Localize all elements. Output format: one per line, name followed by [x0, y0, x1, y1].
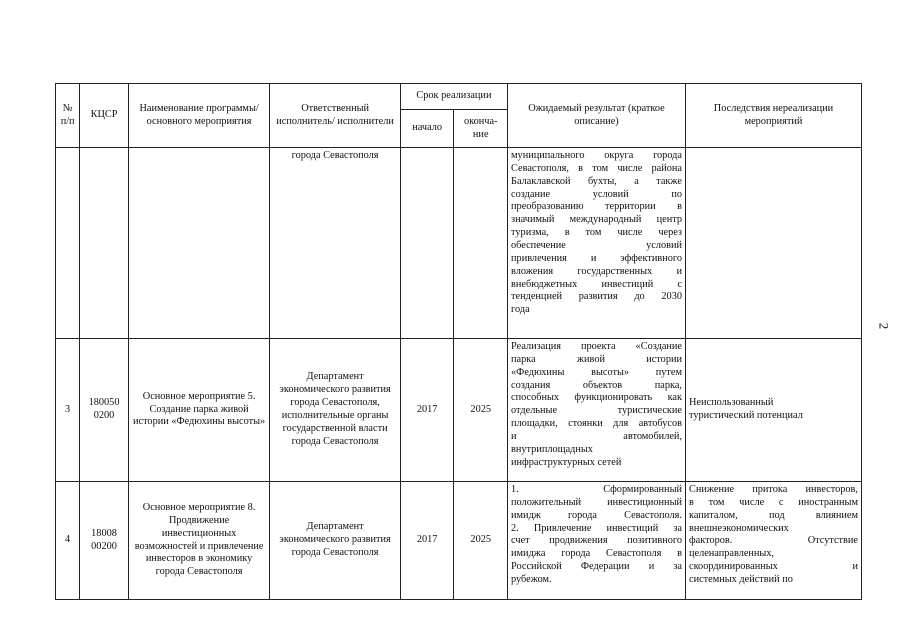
row-consequences: [686, 482, 862, 600]
header-result: Ожидаемый результат (краткое описание): [508, 84, 686, 148]
text-line: преобразованию территории в: [511, 201, 682, 213]
header-responsible: Ответственный исполнитель/ исполнители: [270, 84, 400, 148]
text-line: значимый международный центр: [511, 214, 682, 226]
text-line: 1. Сформированный: [511, 484, 682, 495]
row-num: 4: [56, 482, 80, 600]
table-row: [56, 482, 862, 600]
row-responsible: Департамент экономического развития города Севастополя, исполнительные органы государственной власти города Севастополя: [270, 339, 400, 482]
text-line: привлечения и эффективного: [511, 252, 682, 264]
row-end: 2025: [454, 339, 508, 482]
text-line: скоординированных и: [689, 561, 858, 573]
row-result: [508, 339, 686, 482]
text-line: 2. Привлечение инвестиций за: [511, 522, 682, 534]
row-end: [454, 148, 508, 339]
row-kcsr: 180050 0200: [80, 339, 129, 482]
row-end: 2025: [454, 482, 508, 600]
text-line: Российской Федерации и за: [511, 561, 682, 573]
text-line: имидж города Севастополя.: [511, 509, 682, 521]
text-line: положительный инвестиционный: [511, 496, 682, 508]
text-line: факторов. Отсутствие: [689, 535, 858, 547]
row-start: 2017: [400, 339, 454, 482]
table-row: [56, 339, 862, 482]
header-kcsr: КЦСР: [80, 84, 129, 148]
text-line: инфраструктурных сетей: [511, 456, 622, 468]
text-line: Балаклавской бухты, а также: [511, 175, 682, 187]
row-result: [508, 482, 686, 600]
header-name: Наименование программы/основного мероприятия: [128, 84, 270, 148]
row-responsible: Департамент экономического развития города Севастополя: [270, 482, 400, 600]
row-kcsr: 18008 00200: [80, 482, 129, 600]
row-start: 2017: [400, 482, 454, 600]
text-line: создание условий по: [511, 188, 682, 200]
text-line: имиджа города Севастополя в: [511, 548, 682, 560]
text-line: вложения государственных и: [511, 265, 682, 277]
text-line: туристический потенциал: [689, 410, 803, 421]
text-line: капиталом, под влиянием: [689, 509, 858, 521]
header-consequences: Последствия нереализации мероприятий: [686, 84, 862, 148]
row-result: [508, 148, 686, 339]
text-line: системных действий по: [689, 574, 793, 586]
table-row: [56, 148, 862, 339]
text-line: Неиспользованный: [689, 397, 774, 409]
text-line: туризма, в том числе через: [511, 227, 682, 239]
text-line: площадки, стоянки для автобусов: [511, 418, 682, 430]
row-name: Основное мероприятие 8. Продвижение инвестиционных возможностей и привлечение инвесторов в экономику города Севастополя: [128, 482, 270, 600]
row-consequences: [686, 339, 862, 482]
row-num: [56, 148, 80, 339]
text-line: создания объектов парка,: [511, 379, 682, 391]
text-line: муниципального округа города: [511, 150, 682, 161]
text-line: счет продвижения позитивного: [511, 535, 682, 547]
page-number: 2: [876, 322, 892, 330]
program-table: [55, 83, 862, 600]
text-line: года: [511, 304, 530, 316]
text-line: целенаправленных,: [689, 548, 775, 560]
header-period: Срок реализации: [400, 84, 507, 110]
text-line: Севастополя, в том числе района: [511, 162, 682, 174]
text-line: внебюджетных инвестиций с: [511, 278, 682, 290]
text-line: «Федюхины высоты» путем: [511, 366, 682, 378]
text-line: способных функционировать как: [511, 392, 682, 404]
text-line: обеспечение условий: [511, 240, 682, 252]
row-name: Основное мероприятие 5. Создание парка живой истории «Федюхины высоты»: [128, 339, 270, 482]
header-end: оконча-ние: [454, 110, 508, 148]
text-line: Снижение притока инвесторов,: [689, 484, 858, 495]
row-start: [400, 148, 454, 339]
row-num: 3: [56, 339, 80, 482]
row-kcsr: [80, 148, 129, 339]
row-consequences: [686, 148, 862, 339]
header-num: № п/п: [56, 84, 80, 148]
text-line: парка живой истории: [511, 353, 682, 365]
text-line: Реализация проекта «Создание: [511, 341, 682, 352]
text-line: рубежом.: [511, 574, 552, 586]
text-line: тенденцией развития до 2030: [511, 291, 682, 303]
row-name: [128, 148, 270, 339]
text-line: в том числе с иностранным: [689, 496, 858, 508]
text-line: и автомобилей,: [511, 431, 682, 443]
header-start: начало: [400, 110, 454, 148]
text-line: внутриплощадных: [511, 443, 593, 455]
row-responsible: города Севастополя: [270, 148, 400, 339]
text-line: отдельные туристические: [511, 405, 682, 417]
text-line: внешнеэкономических: [689, 522, 789, 534]
